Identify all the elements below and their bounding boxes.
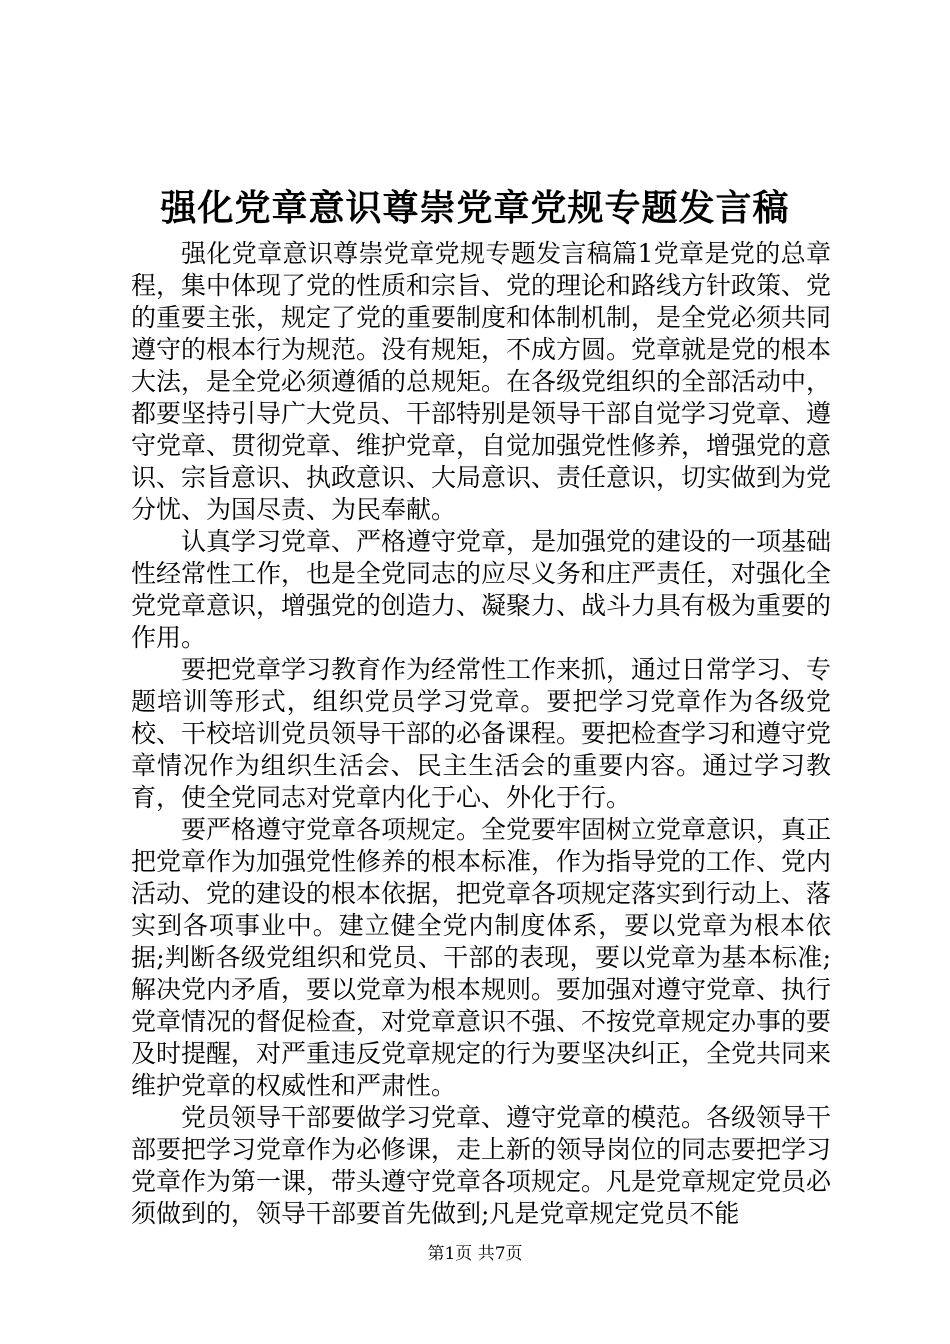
paragraph-3: 要把党章学习教育作为经常性工作来抓，通过日常学习、专题培训等形式，组织党员学习党章。要把学习党章作为各级党校、干校培训党员领导干部的必备课程。要把检查学习和遵守党章情况作为组织生活会、民主生活会的重要内容。通过学习教育，使全党同志对党章内化于心、外化于行。 [131, 655, 832, 812]
document-title: 强化党章意识尊崇党章党规专题发言稿 [160, 187, 790, 229]
paragraph-1: 强化党章意识尊崇党章党规专题发言稿篇1党章是党的总章程，集中体现了党的性质和宗旨、党的理论和路线方针政策、党的重要主张，规定了党的重要制度和体制机制，是全党必须共同遵守的根本行为规范。没有规矩，不成方圆。党章就是党的根本大法，是全党必须遵循的总规矩。在各级党组织的全部活动中，都要坚持引导广大党员、干部特别是领导干部自觉学习党章、遵守党章、贯彻党章、维护党章，自觉加强党性修养，增强党的意识、宗旨意识、执政意识、大局意识、责任意识，切实做到为党分忧、为国尽责、为民奉献。 [131, 239, 832, 524]
page-number-footer: 第1页 共7页 [427, 1244, 523, 1264]
paragraph-4: 要严格遵守党章各项规定。全党要牢固树立党章意识，真正把党章作为加强党性修养的根本标准，作为指导党的工作、党内活动、党的建设的根本依据，把党章各项规定落实到行动上、落实到各项事业中。建立健全党内制度体系，要以党章为根本依据;判断各级党组织和党员、干部的表现，要以党章为基本标准;解决党内矛盾，要以党章为根本规则。要加强对遵守党章、执行党章情况的督促检查，对党章意识不强、不按党章规定办事的要及时提醒，对严重违反党章规定的行为要坚决纠正，全党共同来维护党章的权威性和严肃性。 [131, 815, 832, 1100]
document-body [131, 238, 831, 1230]
paragraph-5: 党员领导干部要做学习党章、遵守党章的模范。各级领导干部要把学习党章作为必修课，走上新的领导岗位的同志要把学习党章作为第一课，带头遵守党章各项规定。凡是党章规定党员必须做到的，领导干部要首先做到;凡是党章规定党员不能 [131, 1103, 832, 1228]
paragraph-2: 认真学习党章、严格遵守党章，是加强党的建设的一项基础性经常性工作，也是全党同志的应尽义务和庄严责任，对强化全党党章意识，增强党的创造力、凝聚力、战斗力具有极为重要的作用。 [131, 527, 832, 652]
